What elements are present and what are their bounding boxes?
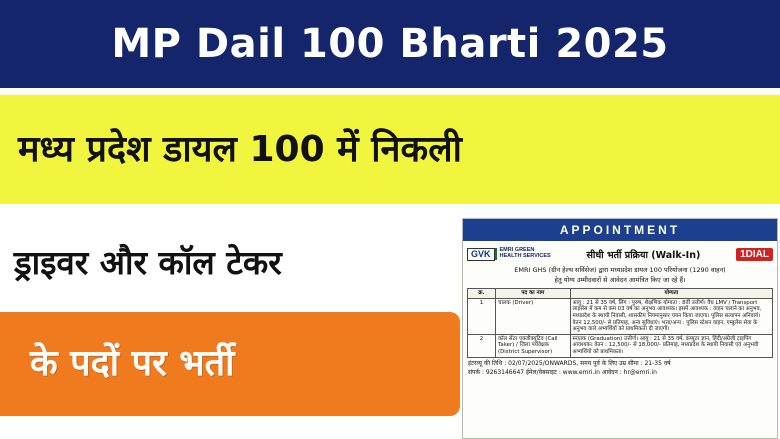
subheadline-wrap [14, 232, 464, 294]
row-sn: 1 [468, 298, 496, 334]
document-header: APPOINTMENT [463, 219, 777, 241]
table-row [468, 298, 773, 334]
document-subtitle: सीधी भर्ती प्रक्रिया (Walk-In) [586, 249, 701, 261]
row-sn: 2 [468, 334, 496, 357]
table-header-qualification: योग्यता [570, 289, 772, 299]
accent-text: के पदों पर भर्ती [30, 343, 235, 385]
poster-title-bar [0, 0, 780, 88]
table-header-row [468, 289, 773, 299]
dial100-logo: 1DIAL [736, 248, 773, 261]
row-qualification: आयु : 21 से 35 वर्ष, लिंग : पुरुष, शैक्षणिक योग्यता : 8वीं उत्तीर्ण। वैध LMV / Transport लाइसेंस में कम से कम 03 वर्ष का अनुभव आवश्यक। इसमें आवश्यक : वाहन चलाने का अनुभव, मध्यप्रदेश के स्थायी निवासी, शासकीय नियमानुसार चयन किया जाएगा। पुलिस सत्यापन अनिवार्य। वेतन 12,500/- से प्रतिमाह, अन्य सुविधाएं। भत्ता/अन्य : पुलिस स्टेशन वाहन, एम्बुलेंस सेवा के अनुभव वाले अभ्यर्थियों को प्राथमिकता दी जाएगी। [570, 298, 772, 334]
emri-logo-sub: HEALTH SERVICES [499, 253, 551, 259]
row-post: चालक (Driver) [496, 298, 571, 334]
row-qualification: स्नातक (Graduation) उत्तीर्ण। आयु : 21 से 35 वर्ष, कंप्यूटर ज्ञान, हिंदी/अंग्रेजी टाइपिंग आवश्यक। वेतन : 12,500/- से 18,000/- प्रतिमाह, मध्यप्रदेश के स्थायी निवासी एवं अनुभवी अभ्यर्थियों को प्राथमिकता। [570, 334, 772, 357]
headline-text: मध्य प्रदेश डायल 100 में निकली [18, 128, 462, 170]
document-intro-line2: हेतु योग्य उम्मीदवारों से आवेदन आमंत्रित किए जा रहे हैं। [554, 276, 686, 285]
emri-logo [495, 248, 551, 260]
document-intro-line1: EMRI GHS (ग्रीन हेल्थ सर्विसेज) द्वारा मध्यप्रदेश डायल 100 परियोजना (1290 वाहन) [514, 266, 726, 274]
document-logo-row [463, 241, 777, 265]
vacancy-table [467, 288, 773, 357]
headline-band [0, 92, 780, 204]
document-footer-line2: संपर्क : 9263146647 ईमेल/वेबसाइट : www.emri.in आवेदन : hr@emri.in [468, 369, 657, 377]
emri-logo-title: EMRI GREEN [499, 247, 535, 254]
row-post: कॉल सेंटर एक्जीक्यूटिव (Call Taker) / जिला पर्यवेक्षक (District Supervisor) [496, 334, 571, 357]
table-row [468, 334, 773, 357]
page-title: MP Dail 100 Bharti 2025 [111, 21, 669, 67]
notification-document-image [462, 218, 778, 439]
gvk-logo: GVK [467, 248, 495, 261]
table-header-post: पद का नाम [496, 289, 571, 299]
table-header-sn: क्र. [468, 289, 496, 299]
subheadline-text: ड्राइवर और कॉल टेकर [14, 242, 282, 282]
accent-band [0, 312, 460, 416]
document-footer-line1: इंटरव्यू की तिथि : 02/07/2025/ONWARDS, समय पूर्व के लिए उम्र सीमा : 21-35 वर्ष [468, 359, 671, 367]
